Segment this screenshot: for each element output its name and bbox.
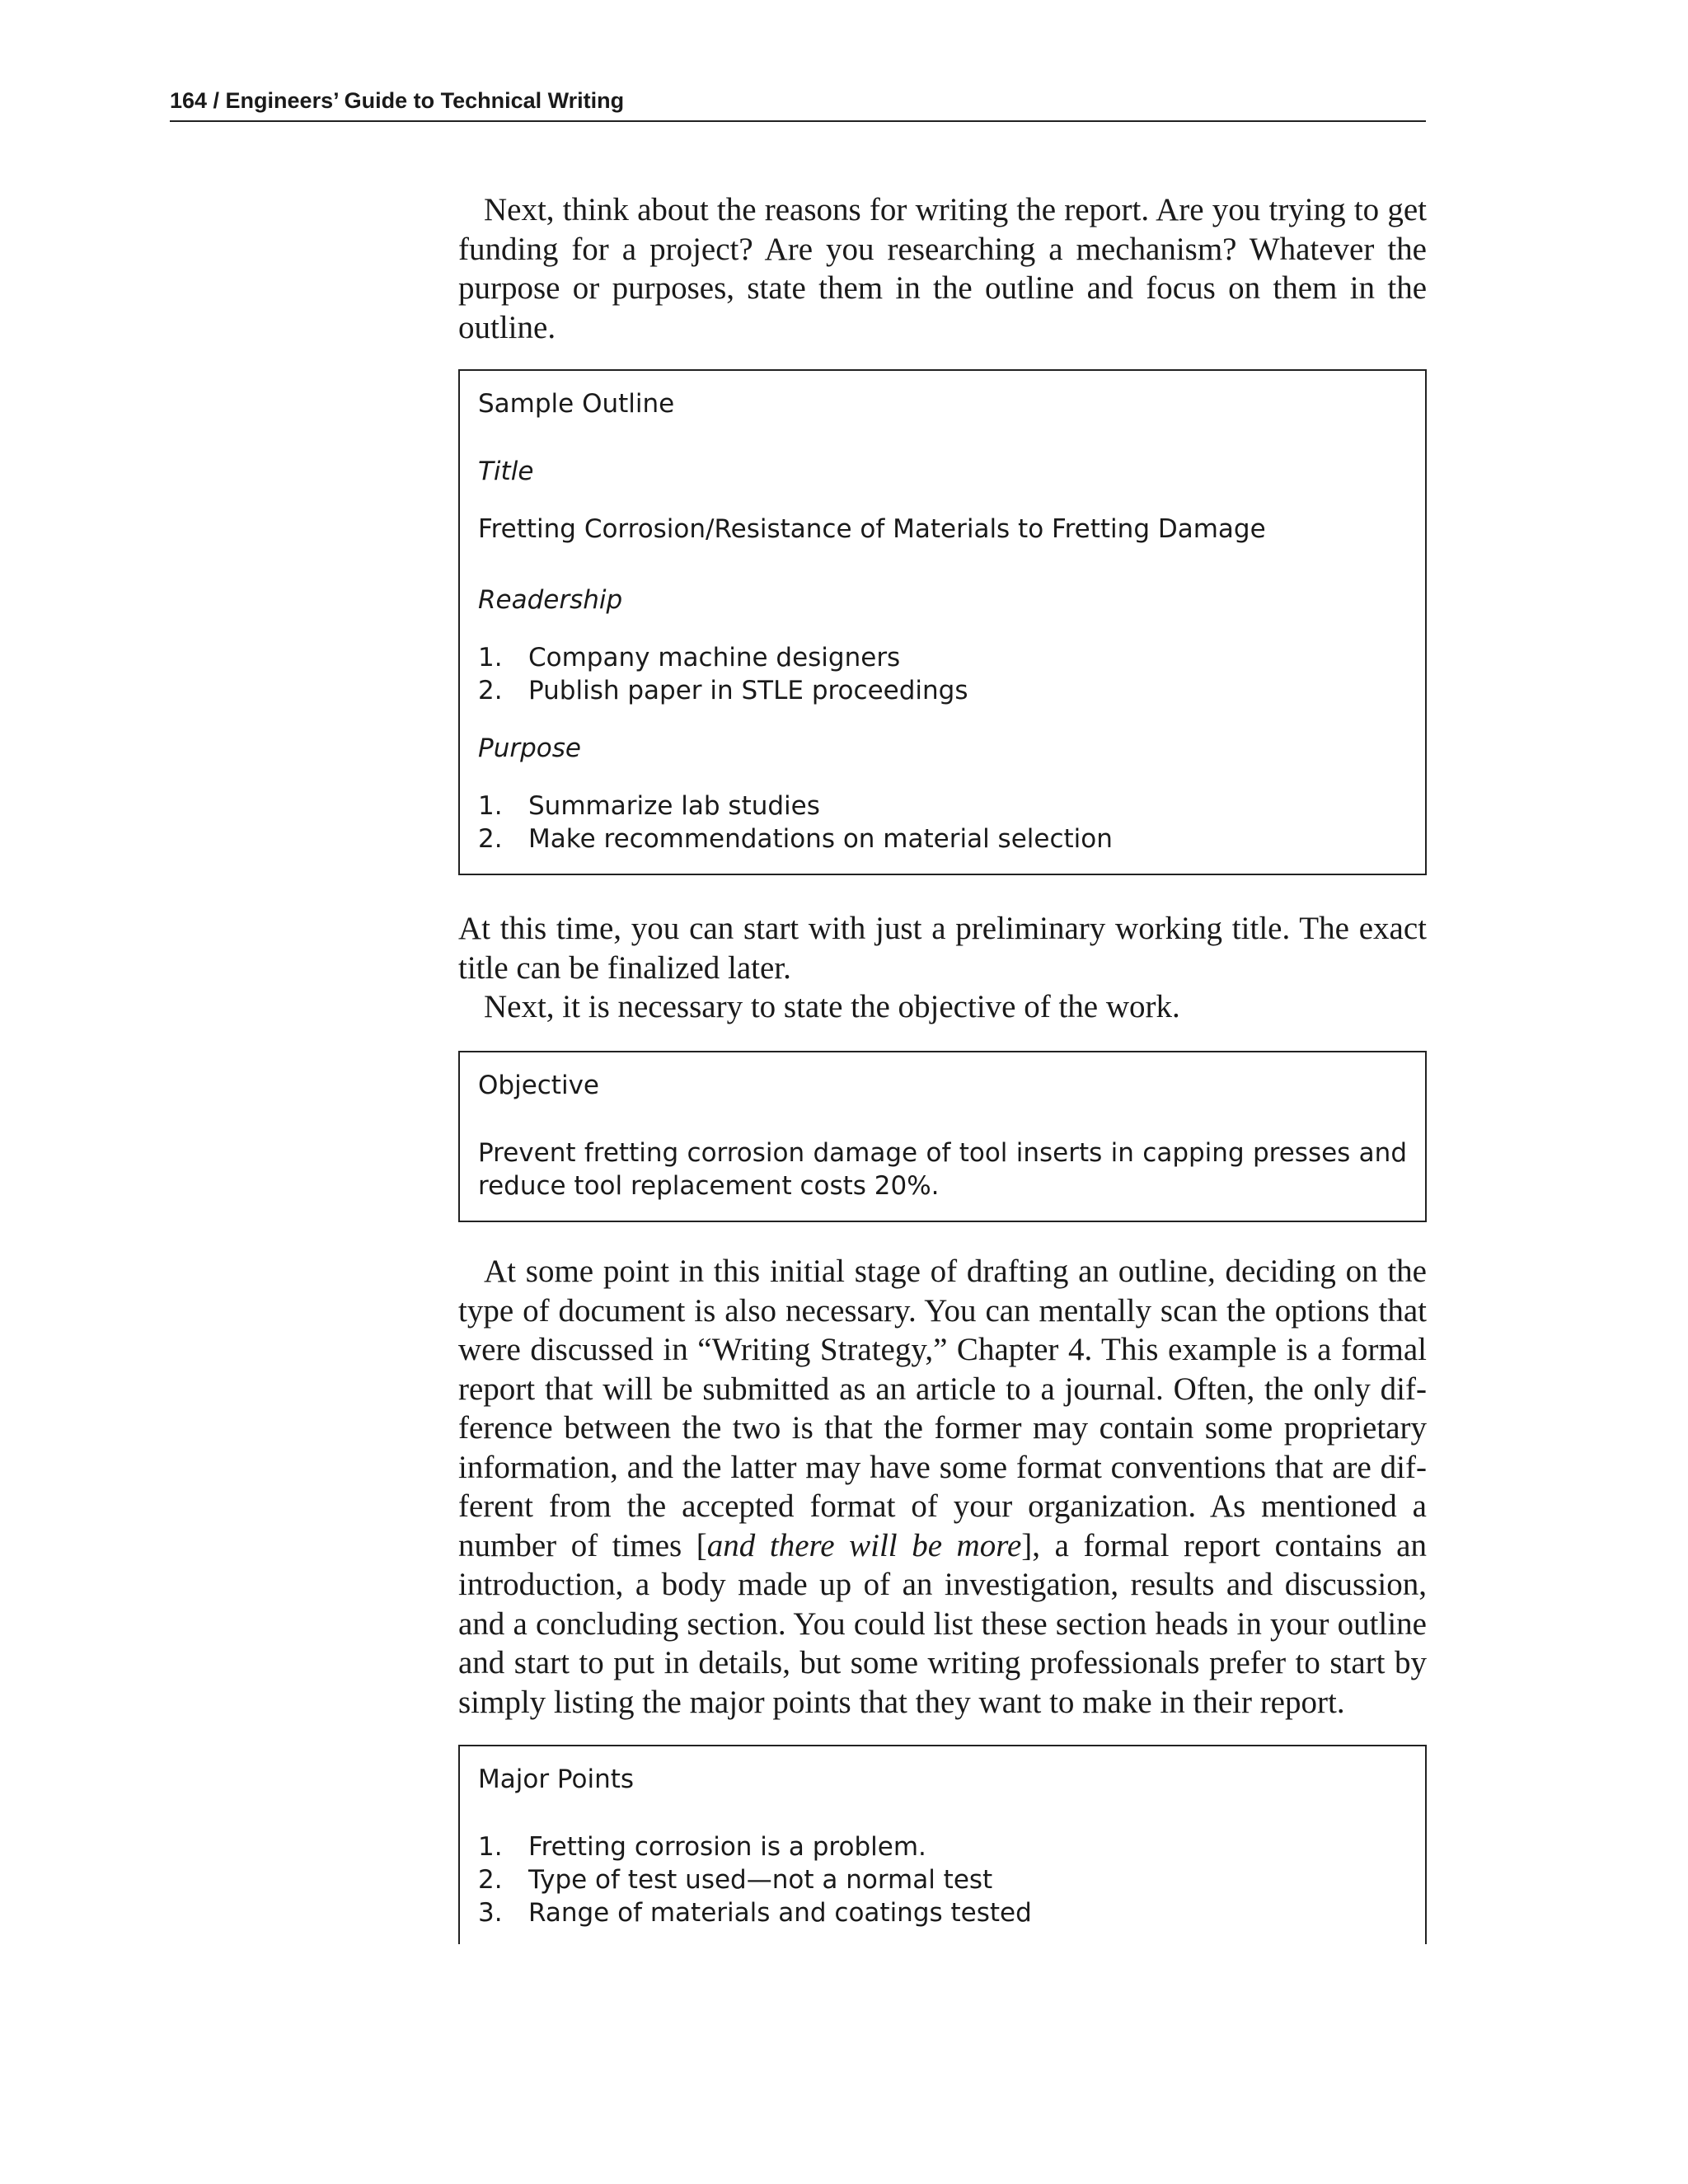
major-points-list [478,1830,1407,1929]
list-number: 1. [478,643,503,673]
list-number: 1. [478,791,503,821]
purpose-list [478,790,1407,855]
list-item [478,641,1407,674]
list-item [478,1896,1407,1929]
title-label: Title [478,457,534,486]
list-text: Range of materials and coatings tested [528,1898,1032,1928]
list-number: 1. [478,1832,503,1862]
list-item [478,790,1407,823]
paragraph-working-title [458,909,1427,1027]
paragraph-text: Next, it is necessary to state the objective of the work. [484,989,1180,1024]
list-item [478,1863,1407,1896]
purpose-label: Purpose [478,733,581,763]
objective-box [458,1051,1427,1222]
sample-outline-box [458,369,1427,875]
paragraph-text-part: At some point in this initial stage of drafting an outline, deciding on the type of document is also necessary. You can mentally scan the options that were discussed in “Writing Strategy,” Chapter 4. This example is a formal report that will be submitted as an article to a journal. Often, the only difference between the two is that the former may contain some proprietary information, and the latter may have some format conventions that are different from the accepted format of your organization. As mentioned a number of times [ [458,1254,1427,1563]
list-number: 2. [478,824,503,854]
list-number: 2. [478,1865,503,1895]
list-item [478,823,1407,855]
list-text: Type of test used—not a normal test [528,1865,993,1895]
list-text: Make recommendations on material selection [528,824,1113,854]
list-number: 3. [478,1898,503,1928]
title-value: Fretting Corrosion/Resistance of Materials to Fretting Damage [478,514,1266,544]
objective-text: Prevent fretting corrosion damage of tool inserts in capping presses and reduce tool replacement costs 20%. [478,1138,1407,1201]
list-item [478,1830,1407,1863]
readership-list [478,641,1407,707]
readership-label: Readership [478,585,623,615]
page-header [170,82,1426,122]
list-text: Summarize lab studies [528,791,820,821]
list-text: Publish paper in STLE proceedings [528,676,968,705]
paragraph-text: At this time, you can start with just a preliminary working title. The exact title can be finalized later. [458,911,1427,986]
list-item [478,674,1407,707]
major-points-box [458,1745,1427,1944]
paragraph-reasons [458,190,1427,347]
paragraph-document-type [458,1252,1427,1722]
running-head: 164 / Engineers’ Guide to Technical Writing [170,88,625,113]
paragraph-text: Next, think about the reasons for writing the report. Are you trying to get funding for a project? Are you researching a mechanism? Whatever the purpose or purposes, state them in the outline and focus on them in the outline. [458,192,1427,345]
major-points-heading: Major Points [478,1765,635,1794]
paragraph-text [458,1252,1427,1722]
paragraph-italic-aside: and there will be more [706,1527,1022,1563]
list-text: Fretting corrosion is a problem. [528,1832,926,1862]
list-text: Company machine designers [528,643,901,673]
paragraph-text-part: ], a formal report contains an introduction, a body made up of an investigation, results and discussion, and a concluding section. You could list these section heads in your outline and start to put in details, but some writing professionals prefer to start by simply listing the major points that they want to make in their report. [458,1527,1427,1720]
objective-heading: Objective [478,1071,599,1100]
list-number: 2. [478,676,503,705]
sample-outline-heading: Sample Outline [478,389,675,419]
